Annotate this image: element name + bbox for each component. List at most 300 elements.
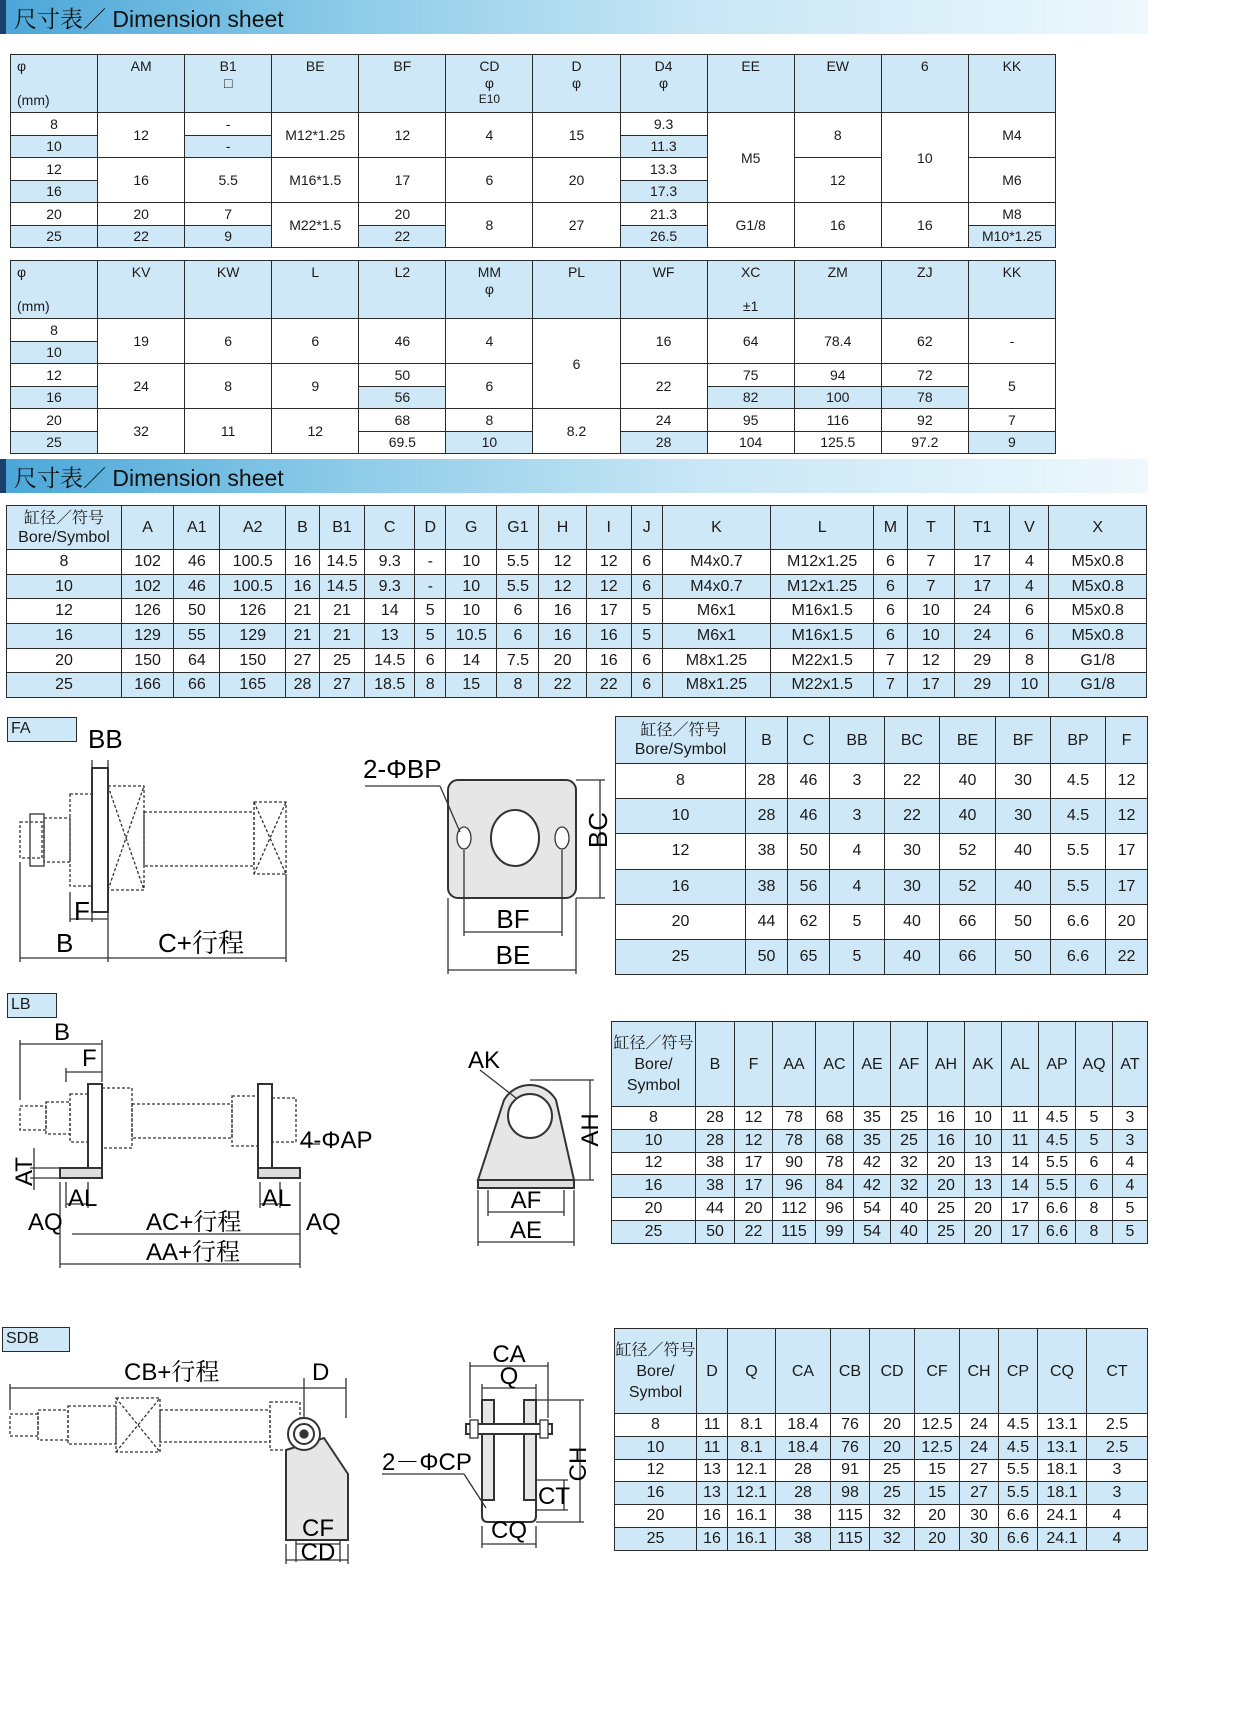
section-title: 尺寸表／ Dimension sheet — [14, 464, 284, 491]
cell: 32 — [98, 409, 185, 454]
cell: 6 — [272, 319, 359, 364]
label-al: AL — [68, 1185, 98, 1212]
cell: 6.6 — [999, 1505, 1038, 1528]
cell: 50 — [746, 939, 788, 974]
table-row — [612, 1175, 1148, 1198]
label-aq: AQ — [306, 1209, 341, 1236]
header-cell: AF — [891, 1022, 928, 1107]
header-cell: EW — [794, 55, 881, 113]
cell: 46 — [788, 799, 830, 834]
label-b: B — [56, 928, 74, 958]
cell: 6 — [1010, 624, 1049, 649]
cell: M16x1.5 — [771, 599, 874, 624]
cell: 11.3 — [620, 135, 707, 158]
header-cell: AQ — [1076, 1022, 1113, 1107]
cell: 7 — [873, 648, 907, 673]
cell: 20 — [1106, 904, 1148, 939]
cell: 84 — [816, 1175, 854, 1198]
cell: 6 — [873, 599, 907, 624]
cell: 14 — [1002, 1152, 1039, 1175]
cell: 8.2 — [533, 409, 620, 454]
header-cell: G — [446, 506, 497, 550]
cell: M4x0.7 — [662, 574, 771, 599]
bore-cell: 12 — [612, 1152, 696, 1175]
cell: 20 — [533, 158, 620, 203]
cell: 13 — [697, 1459, 728, 1482]
header-cell: M — [873, 506, 907, 550]
cell: 126 — [121, 599, 173, 624]
cell: 17 — [1106, 834, 1148, 869]
label-bc: BC — [583, 811, 613, 849]
cell: 42 — [854, 1175, 891, 1198]
header-cell: D — [697, 1329, 728, 1414]
cell: 6 — [873, 574, 907, 599]
cell: 4 — [1010, 574, 1049, 599]
bore-cell: 16 — [612, 1175, 696, 1198]
header-cell: AA — [773, 1022, 816, 1107]
bore-cell: 12 — [615, 1459, 697, 1482]
cell: 7 — [907, 574, 954, 599]
cell: 4.5 — [1039, 1107, 1076, 1130]
table-header-row — [612, 1022, 1148, 1107]
cell: 4.5 — [1051, 764, 1106, 799]
cell: 25 — [319, 648, 364, 673]
cell: 12 — [586, 574, 631, 599]
cell: 24 — [960, 1436, 999, 1459]
header-cell: φ (mm) — [11, 261, 98, 319]
cell: 6 — [497, 624, 539, 649]
header-cell: CH — [960, 1329, 999, 1414]
cell: 16 — [98, 158, 185, 203]
cell: 17 — [955, 574, 1010, 599]
header-cell: AT — [1113, 1022, 1148, 1107]
cell: 52 — [940, 869, 996, 904]
bore-cell: 12 — [11, 364, 98, 387]
bore-cell: 20 — [615, 1505, 697, 1528]
cell: 15 — [915, 1482, 960, 1505]
bore-cell: 8 — [616, 764, 746, 799]
cell: M4x0.7 — [662, 550, 771, 575]
bore-cell: 10 — [7, 574, 122, 599]
cell: 20 — [539, 648, 586, 673]
cell: 38 — [696, 1152, 735, 1175]
cell: 22 — [539, 673, 586, 698]
table-row — [7, 648, 1147, 673]
cell: 4.5 — [999, 1414, 1038, 1437]
table-header-row — [616, 717, 1148, 764]
cell: 12.1 — [728, 1459, 776, 1482]
header-cell: CA — [776, 1329, 831, 1414]
fa-dimension-table — [615, 716, 1148, 975]
cell: 14 — [1002, 1175, 1039, 1198]
header-cell: D — [415, 506, 446, 550]
cell: 8 — [1010, 648, 1049, 673]
cell: 66 — [940, 904, 996, 939]
cell: 16 — [539, 599, 586, 624]
cell: 17 — [359, 158, 446, 203]
cell: 7 — [907, 550, 954, 575]
table-row — [612, 1198, 1148, 1221]
cell: 24 — [98, 364, 185, 409]
cell: G1/8 — [1049, 673, 1147, 698]
cell: - — [185, 113, 272, 136]
cell: 4.5 — [1039, 1129, 1076, 1152]
cell: 126 — [220, 599, 286, 624]
cell: 6.6 — [1051, 939, 1106, 974]
cell: 16 — [794, 203, 881, 248]
header-cell: F — [1106, 717, 1148, 764]
table-row — [11, 203, 1056, 226]
cell: 40 — [996, 834, 1051, 869]
cell: 35 — [854, 1107, 891, 1130]
cell: M5 — [707, 113, 794, 203]
cell: 66 — [940, 939, 996, 974]
cell: 20 — [915, 1527, 960, 1550]
cell: 24.1 — [1038, 1505, 1087, 1528]
label-f: F — [82, 1045, 97, 1072]
cell: 16 — [928, 1129, 965, 1152]
cell: 50 — [996, 939, 1051, 974]
cell: 78 — [816, 1152, 854, 1175]
cell: 6 — [631, 550, 662, 575]
cell: 29 — [955, 648, 1010, 673]
cell: 24 — [955, 624, 1010, 649]
cell: 68 — [816, 1129, 854, 1152]
cell: 20 — [915, 1505, 960, 1528]
cell: 9 — [185, 225, 272, 248]
cell: 115 — [831, 1527, 870, 1550]
cell: 2.5 — [1087, 1414, 1148, 1437]
cell: 7 — [185, 203, 272, 226]
bore-cell: 25 — [7, 673, 122, 698]
cell: 8 — [1076, 1198, 1113, 1221]
header-cell: φ (mm) — [11, 55, 98, 113]
cell: 12 — [272, 409, 359, 454]
cell: 150 — [121, 648, 173, 673]
cell: 100 — [794, 386, 881, 409]
cell: 4 — [1087, 1505, 1148, 1528]
fa-flange-drawing — [355, 746, 615, 976]
cell: 62 — [788, 904, 830, 939]
cell: 3 — [830, 799, 885, 834]
bore-cell: 8 — [615, 1414, 697, 1437]
cell: 14 — [365, 599, 415, 624]
cell: 12.1 — [728, 1482, 776, 1505]
cell: - — [185, 135, 272, 158]
cell: 10 — [965, 1107, 1002, 1130]
cell: 9.3 — [620, 113, 707, 136]
cell: 20 — [965, 1220, 1002, 1243]
label-ch: CH — [565, 1446, 592, 1482]
cell: 28 — [776, 1482, 831, 1505]
label-al: AL — [262, 1185, 292, 1212]
cell: 6 — [185, 319, 272, 364]
lb-dimension-table — [611, 1021, 1148, 1244]
cell: 8 — [497, 673, 539, 698]
header-cell: BE — [272, 55, 359, 113]
cell: 100.5 — [220, 550, 286, 575]
cell: 10 — [446, 599, 497, 624]
label-f: F — [74, 896, 90, 926]
cell: 29 — [955, 673, 1010, 698]
cell: 6 — [1076, 1152, 1113, 1175]
cell: 6 — [873, 624, 907, 649]
cell: G1/8 — [1049, 648, 1147, 673]
cell: 46 — [174, 550, 220, 575]
cell: 69.5 — [359, 431, 446, 454]
cell: 6 — [1010, 599, 1049, 624]
label-ca: CA — [492, 1341, 526, 1368]
cell: 40 — [940, 764, 996, 799]
cell: 28 — [776, 1459, 831, 1482]
header-cell: KW — [185, 261, 272, 319]
cell: 3 — [830, 764, 885, 799]
label-cd: CD — [300, 1539, 336, 1564]
cell: 16 — [697, 1505, 728, 1528]
cell: 5.5 — [497, 574, 539, 599]
mount-tag-fa: FA — [7, 717, 77, 742]
cell: 17 — [1002, 1220, 1039, 1243]
cell: 38 — [696, 1175, 735, 1198]
cell: 76 — [831, 1414, 870, 1437]
cell: 8 — [185, 364, 272, 409]
cell: 13.1 — [1038, 1436, 1087, 1459]
header-cell: AL — [1002, 1022, 1039, 1107]
section-header — [0, 0, 1148, 34]
cell: 14 — [446, 648, 497, 673]
cell: 50 — [696, 1220, 735, 1243]
cell: 25 — [891, 1107, 928, 1130]
label-aq: AQ — [28, 1209, 63, 1236]
header-cell: A1 — [174, 506, 220, 550]
header-cell: Q — [728, 1329, 776, 1414]
cell: 27 — [533, 203, 620, 248]
header-cell: AM — [98, 55, 185, 113]
cell: 17 — [1106, 869, 1148, 904]
cell: 50 — [359, 364, 446, 387]
cell: 3 — [1113, 1129, 1148, 1152]
cell: 4 — [1010, 550, 1049, 575]
header-cell: 缸径／符号 Bore/ Symbol — [612, 1022, 696, 1107]
header-cell: CT — [1087, 1329, 1148, 1414]
cell: 76 — [831, 1436, 870, 1459]
lb-cylinder-drawing — [10, 1018, 390, 1280]
cell: 18.4 — [776, 1436, 831, 1459]
cell: 10 — [907, 624, 954, 649]
header-cell: 缸径／符号 Bore/Symbol — [7, 506, 122, 550]
label-ct: CT — [538, 1483, 570, 1510]
cell: 32 — [891, 1175, 928, 1198]
header-cell: PL — [533, 261, 620, 319]
cell: 25 — [928, 1220, 965, 1243]
cell: 4 — [446, 113, 533, 158]
cell: 10 — [446, 574, 497, 599]
cell: 16 — [697, 1527, 728, 1550]
cell: 38 — [746, 869, 788, 904]
cell: 78 — [881, 386, 968, 409]
cell: 4 — [446, 319, 533, 364]
cell: 5.5 — [497, 550, 539, 575]
cell: 10 — [446, 431, 533, 454]
cell: M12*1.25 — [272, 113, 359, 158]
sdb-cylinder-drawing — [6, 1354, 376, 1564]
cell: M6x1 — [662, 624, 771, 649]
header-cell: CQ — [1038, 1329, 1087, 1414]
cell: 5.5 — [1039, 1152, 1076, 1175]
header-cell: KV — [98, 261, 185, 319]
cell: 28 — [746, 799, 788, 834]
cell: 102 — [121, 574, 173, 599]
cell: 4 — [1113, 1175, 1148, 1198]
cell: 24 — [960, 1414, 999, 1437]
cell: 6 — [446, 364, 533, 409]
header-cell: L — [272, 261, 359, 319]
label-ac: AC+行程 — [146, 1209, 242, 1236]
cell: 46 — [174, 574, 220, 599]
cell: 64 — [707, 319, 794, 364]
cell: 3 — [1087, 1459, 1148, 1482]
header-cell: B — [286, 506, 320, 550]
label-q: Q — [499, 1363, 519, 1390]
cell: 22 — [98, 225, 185, 248]
cell: 32 — [870, 1505, 915, 1528]
cell: 68 — [359, 409, 446, 432]
cell: 17 — [955, 550, 1010, 575]
table-row — [7, 574, 1147, 599]
bore-cell: 8 — [11, 319, 98, 342]
label-bf: BF — [496, 904, 530, 934]
header-cell: B — [746, 717, 788, 764]
dimension-table-1 — [10, 54, 1056, 248]
cell: 15 — [446, 673, 497, 698]
header-cell: BB — [830, 717, 885, 764]
sdb-dimension-table — [614, 1328, 1148, 1551]
cell: 4.5 — [1051, 799, 1106, 834]
cell: 30 — [996, 764, 1051, 799]
cell: 16 — [286, 574, 320, 599]
cell: 11 — [697, 1436, 728, 1459]
cell: 5 — [415, 599, 446, 624]
cell: 16 — [881, 203, 968, 248]
cell: 5.5 — [185, 158, 272, 203]
table-row — [616, 904, 1148, 939]
cell: M8 — [968, 203, 1055, 226]
header-cell: D4 φ — [620, 55, 707, 113]
cell: 5 — [631, 624, 662, 649]
header-cell: 缸径／符号 Bore/ Symbol — [615, 1329, 697, 1414]
cell: 3 — [1087, 1482, 1148, 1505]
cell: 35 — [854, 1129, 891, 1152]
cell: 11 — [1002, 1107, 1039, 1130]
bore-cell: 20 — [11, 203, 98, 226]
cell: 17 — [735, 1175, 773, 1198]
cell: M4 — [968, 113, 1055, 158]
cell: M12x1.25 — [771, 574, 874, 599]
cell: 30 — [996, 799, 1051, 834]
cell: 18.1 — [1038, 1459, 1087, 1482]
cell: 100.5 — [220, 574, 286, 599]
bore-cell: 10 — [11, 341, 98, 364]
section-header — [0, 459, 1148, 493]
cell: 4 — [830, 869, 885, 904]
table-row — [612, 1129, 1148, 1152]
cell: 28 — [620, 431, 707, 454]
header-cell: AC — [816, 1022, 854, 1107]
label-cb: CB+行程 — [124, 1359, 220, 1386]
cell: 16 — [928, 1107, 965, 1130]
header-cell: L2 — [359, 261, 446, 319]
cell: 30 — [960, 1527, 999, 1550]
cell: 112 — [773, 1198, 816, 1221]
cell: 38 — [776, 1527, 831, 1550]
header-cell: C — [788, 717, 830, 764]
cell: 22 — [885, 764, 940, 799]
cell: 40 — [885, 939, 940, 974]
cell: 75 — [707, 364, 794, 387]
cell: M12x1.25 — [771, 550, 874, 575]
cell: 115 — [831, 1505, 870, 1528]
cell: 30 — [885, 834, 940, 869]
cell: 27 — [319, 673, 364, 698]
cell: 98 — [831, 1482, 870, 1505]
cell: 6 — [873, 550, 907, 575]
cell: 64 — [174, 648, 220, 673]
cell: 20 — [870, 1436, 915, 1459]
cell: 5 — [1076, 1129, 1113, 1152]
cell: 7.5 — [497, 648, 539, 673]
cell: 12.5 — [915, 1414, 960, 1437]
cell: 46 — [359, 319, 446, 364]
header-cell: J — [631, 506, 662, 550]
cell: 12 — [1106, 799, 1148, 834]
cell: 9.3 — [365, 574, 415, 599]
header-cell: CF — [915, 1329, 960, 1414]
label-bb: BB — [88, 724, 123, 754]
cell: 25 — [891, 1129, 928, 1152]
cell: 22 — [735, 1220, 773, 1243]
cell: 21 — [319, 599, 364, 624]
table-row — [612, 1107, 1148, 1130]
cell: 13.1 — [1038, 1414, 1087, 1437]
label-ap: 4-ΦAP — [300, 1127, 373, 1154]
header-cell: AE — [854, 1022, 891, 1107]
cell: 9 — [968, 431, 1055, 454]
cell: 115 — [773, 1220, 816, 1243]
table-row — [615, 1482, 1148, 1505]
cell: 54 — [854, 1220, 891, 1243]
label-cq: CQ — [491, 1517, 527, 1544]
cell: 6 — [631, 574, 662, 599]
cell: 44 — [696, 1198, 735, 1221]
bore-cell: 20 — [7, 648, 122, 673]
header-cell: V — [1010, 506, 1049, 550]
table-header-row — [615, 1329, 1148, 1414]
cell: 11 — [185, 409, 272, 454]
cell: 15 — [533, 113, 620, 158]
header-cell: C — [365, 506, 415, 550]
bore-cell: 12 — [616, 834, 746, 869]
label-d: D — [312, 1359, 330, 1386]
header-cell: X — [1049, 506, 1147, 550]
cell: 38 — [746, 834, 788, 869]
header-cell: H — [539, 506, 586, 550]
cell: 24 — [955, 599, 1010, 624]
label-be: BE — [495, 940, 531, 970]
table-row — [11, 409, 1056, 432]
cell: 12 — [907, 648, 954, 673]
table-row — [615, 1505, 1148, 1528]
section-title: 尺寸表／ Dimension sheet — [14, 5, 284, 32]
